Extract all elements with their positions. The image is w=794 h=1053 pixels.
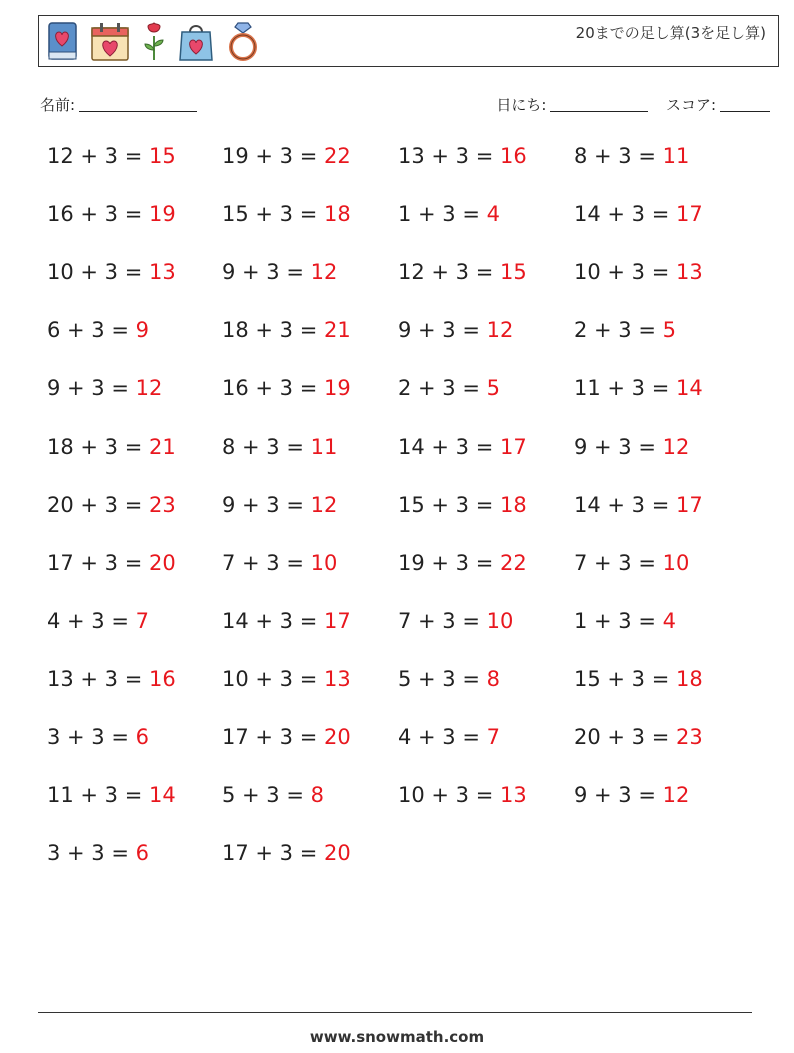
name-field: [40, 94, 197, 115]
problem-item: [222, 667, 351, 691]
problem-item: [574, 318, 676, 342]
problem-answer: 4: [486, 202, 500, 226]
footer-site: www.snowmath.com: [309, 1028, 485, 1046]
problem-item: [574, 376, 703, 400]
problem-question: 1 + 3 =: [398, 202, 487, 226]
problem-answer: 13: [499, 783, 527, 807]
problem-answer: 12: [310, 493, 338, 517]
problem-question: 19 + 3 =: [398, 551, 500, 575]
problem-answer: 10: [486, 609, 514, 633]
footer-divider: [38, 1012, 752, 1013]
problem-item: [398, 376, 500, 400]
rose-icon: [141, 20, 167, 62]
problem-question: 14 + 3 =: [398, 435, 500, 459]
problem-answer: 16: [499, 144, 527, 168]
problem-answer: 21: [323, 318, 351, 342]
problem-question: 20 + 3 =: [574, 725, 676, 749]
problem-question: 15 + 3 =: [222, 202, 324, 226]
problem-answer: 17: [675, 493, 703, 517]
worksheet-header: [38, 15, 779, 67]
problem-item: [222, 493, 337, 517]
problem-item: [574, 260, 703, 284]
problem-question: 16 + 3 =: [222, 376, 324, 400]
problem-item: [47, 376, 162, 400]
problem-item: [222, 725, 351, 749]
problem-question: 10 + 3 =: [222, 667, 324, 691]
problem-answer: 10: [310, 551, 338, 575]
problem-question: 10 + 3 =: [47, 260, 149, 284]
problem-answer: 5: [486, 376, 500, 400]
problem-answer: 6: [135, 725, 149, 749]
problem-answer: 11: [662, 144, 690, 168]
problem-answer: 12: [135, 376, 163, 400]
score-blank-line[interactable]: [720, 95, 770, 112]
problem-answer: 22: [499, 551, 527, 575]
problem-question: 18 + 3 =: [47, 435, 149, 459]
problem-item: [47, 667, 176, 691]
problem-item: [398, 260, 527, 284]
problem-item: [574, 725, 703, 749]
problem-question: 11 + 3 =: [47, 783, 149, 807]
gift-bag-heart-icon: [178, 20, 214, 62]
problem-answer: 12: [662, 783, 690, 807]
problem-answer: 13: [323, 667, 351, 691]
problem-answer: 12: [486, 318, 514, 342]
problem-answer: 17: [675, 202, 703, 226]
problem-question: 4 + 3 =: [47, 609, 136, 633]
calendar-heart-icon: [90, 20, 130, 62]
problem-answer: 8: [486, 667, 500, 691]
problem-answer: 16: [148, 667, 176, 691]
problem-item: [222, 609, 351, 633]
problem-question: 9 + 3 =: [574, 783, 663, 807]
problem-answer: 8: [310, 783, 324, 807]
problem-item: [47, 493, 176, 517]
problem-question: 9 + 3 =: [222, 260, 311, 284]
date-blank-line[interactable]: [550, 95, 648, 112]
problem-question: 1 + 3 =: [574, 609, 663, 633]
problem-question: 17 + 3 =: [222, 725, 324, 749]
worksheet-title: 20までの足し算(3を足し算): [575, 24, 766, 42]
problem-item: [574, 667, 703, 691]
ring-icon: [225, 20, 261, 62]
problem-item: [574, 783, 689, 807]
problem-item: [574, 202, 703, 226]
problem-question: 15 + 3 =: [574, 667, 676, 691]
problem-question: 13 + 3 =: [47, 667, 149, 691]
problem-question: 14 + 3 =: [222, 609, 324, 633]
problem-question: 5 + 3 =: [398, 667, 487, 691]
problem-item: [398, 493, 527, 517]
problem-answer: 19: [323, 376, 351, 400]
problem-item: [398, 667, 500, 691]
problem-item: [398, 202, 500, 226]
problem-item: [222, 260, 337, 284]
problem-answer: 23: [675, 725, 703, 749]
problem-answer: 11: [310, 435, 338, 459]
problem-answer: 18: [499, 493, 527, 517]
problem-question: 14 + 3 =: [574, 202, 676, 226]
problem-question: 7 + 3 =: [398, 609, 487, 633]
problem-item: [222, 202, 351, 226]
score-label: スコア:: [665, 96, 716, 114]
problem-answer: 13: [675, 260, 703, 284]
problem-item: [47, 260, 176, 284]
problem-question: 3 + 3 =: [47, 725, 136, 749]
problem-question: 20 + 3 =: [47, 493, 149, 517]
date-label: 日にち:: [496, 96, 547, 114]
problem-question: 12 + 3 =: [398, 260, 500, 284]
problem-item: [47, 841, 149, 865]
problem-item: [47, 551, 176, 575]
problem-item: [398, 144, 527, 168]
problem-item: [222, 376, 351, 400]
problem-answer: 12: [310, 260, 338, 284]
problem-answer: 5: [662, 318, 676, 342]
problem-item: [222, 783, 324, 807]
problem-answer: 18: [675, 667, 703, 691]
problem-answer: 20: [323, 725, 351, 749]
problem-question: 5 + 3 =: [222, 783, 311, 807]
problem-item: [47, 609, 149, 633]
problem-question: 12 + 3 =: [47, 144, 149, 168]
problem-item: [222, 435, 337, 459]
problem-answer: 12: [662, 435, 690, 459]
problem-question: 10 + 3 =: [398, 783, 500, 807]
problem-answer: 13: [148, 260, 176, 284]
problem-item: [47, 783, 176, 807]
problem-question: 7 + 3 =: [222, 551, 311, 575]
name-label: 名前:: [40, 96, 76, 114]
date-score-fields: [496, 94, 770, 115]
problem-question: 7 + 3 =: [574, 551, 663, 575]
problem-answer: 18: [323, 202, 351, 226]
problem-question: 3 + 3 =: [47, 841, 136, 865]
problem-question: 11 + 3 =: [574, 376, 676, 400]
problem-item: [574, 144, 689, 168]
problem-item: [47, 725, 149, 749]
problem-question: 17 + 3 =: [222, 841, 324, 865]
problem-answer: 7: [486, 725, 500, 749]
problem-answer: 4: [662, 609, 676, 633]
problem-answer: 17: [499, 435, 527, 459]
problem-item: [222, 318, 351, 342]
problem-question: 9 + 3 =: [574, 435, 663, 459]
problem-question: 15 + 3 =: [398, 493, 500, 517]
problem-answer: 22: [323, 144, 351, 168]
problem-item: [47, 144, 176, 168]
problem-answer: 15: [148, 144, 176, 168]
problem-answer: 6: [135, 841, 149, 865]
problem-item: [574, 493, 703, 517]
problem-item: [398, 435, 527, 459]
problem-question: 9 + 3 =: [47, 376, 136, 400]
problem-answer: 21: [148, 435, 176, 459]
problem-answer: 10: [662, 551, 690, 575]
problem-item: [574, 609, 676, 633]
problem-question: 13 + 3 =: [398, 144, 500, 168]
problem-answer: 23: [148, 493, 176, 517]
problem-answer: 20: [148, 551, 176, 575]
problem-item: [222, 551, 337, 575]
problem-item: [398, 609, 513, 633]
problem-question: 10 + 3 =: [574, 260, 676, 284]
book-heart-icon: [45, 20, 79, 62]
problem-question: 9 + 3 =: [398, 318, 487, 342]
name-blank-line[interactable]: [79, 95, 197, 112]
problem-item: [574, 551, 689, 575]
problem-question: 14 + 3 =: [574, 493, 676, 517]
problem-answer: 19: [148, 202, 176, 226]
problem-answer: 14: [148, 783, 176, 807]
problem-item: [222, 841, 351, 865]
problem-item: [398, 725, 500, 749]
problem-answer: 15: [499, 260, 527, 284]
problem-question: 4 + 3 =: [398, 725, 487, 749]
problem-question: 6 + 3 =: [47, 318, 136, 342]
problem-answer: 7: [135, 609, 149, 633]
problem-answer: 20: [323, 841, 351, 865]
problem-item: [47, 435, 176, 459]
problem-question: 9 + 3 =: [222, 493, 311, 517]
problem-answer: 17: [323, 609, 351, 633]
problem-question: 2 + 3 =: [574, 318, 663, 342]
problem-item: [398, 783, 527, 807]
problem-item: [47, 202, 176, 226]
problem-answer: 14: [675, 376, 703, 400]
problem-item: [398, 318, 513, 342]
problem-item: [398, 551, 527, 575]
problem-question: 8 + 3 =: [222, 435, 311, 459]
problem-answer: 9: [135, 318, 149, 342]
problem-item: [222, 144, 351, 168]
problem-item: [47, 318, 149, 342]
problem-question: 2 + 3 =: [398, 376, 487, 400]
problem-question: 16 + 3 =: [47, 202, 149, 226]
problem-question: 17 + 3 =: [47, 551, 149, 575]
problem-question: 19 + 3 =: [222, 144, 324, 168]
problem-question: 18 + 3 =: [222, 318, 324, 342]
problem-question: 8 + 3 =: [574, 144, 663, 168]
icon-strip: [45, 20, 261, 62]
problem-item: [574, 435, 689, 459]
